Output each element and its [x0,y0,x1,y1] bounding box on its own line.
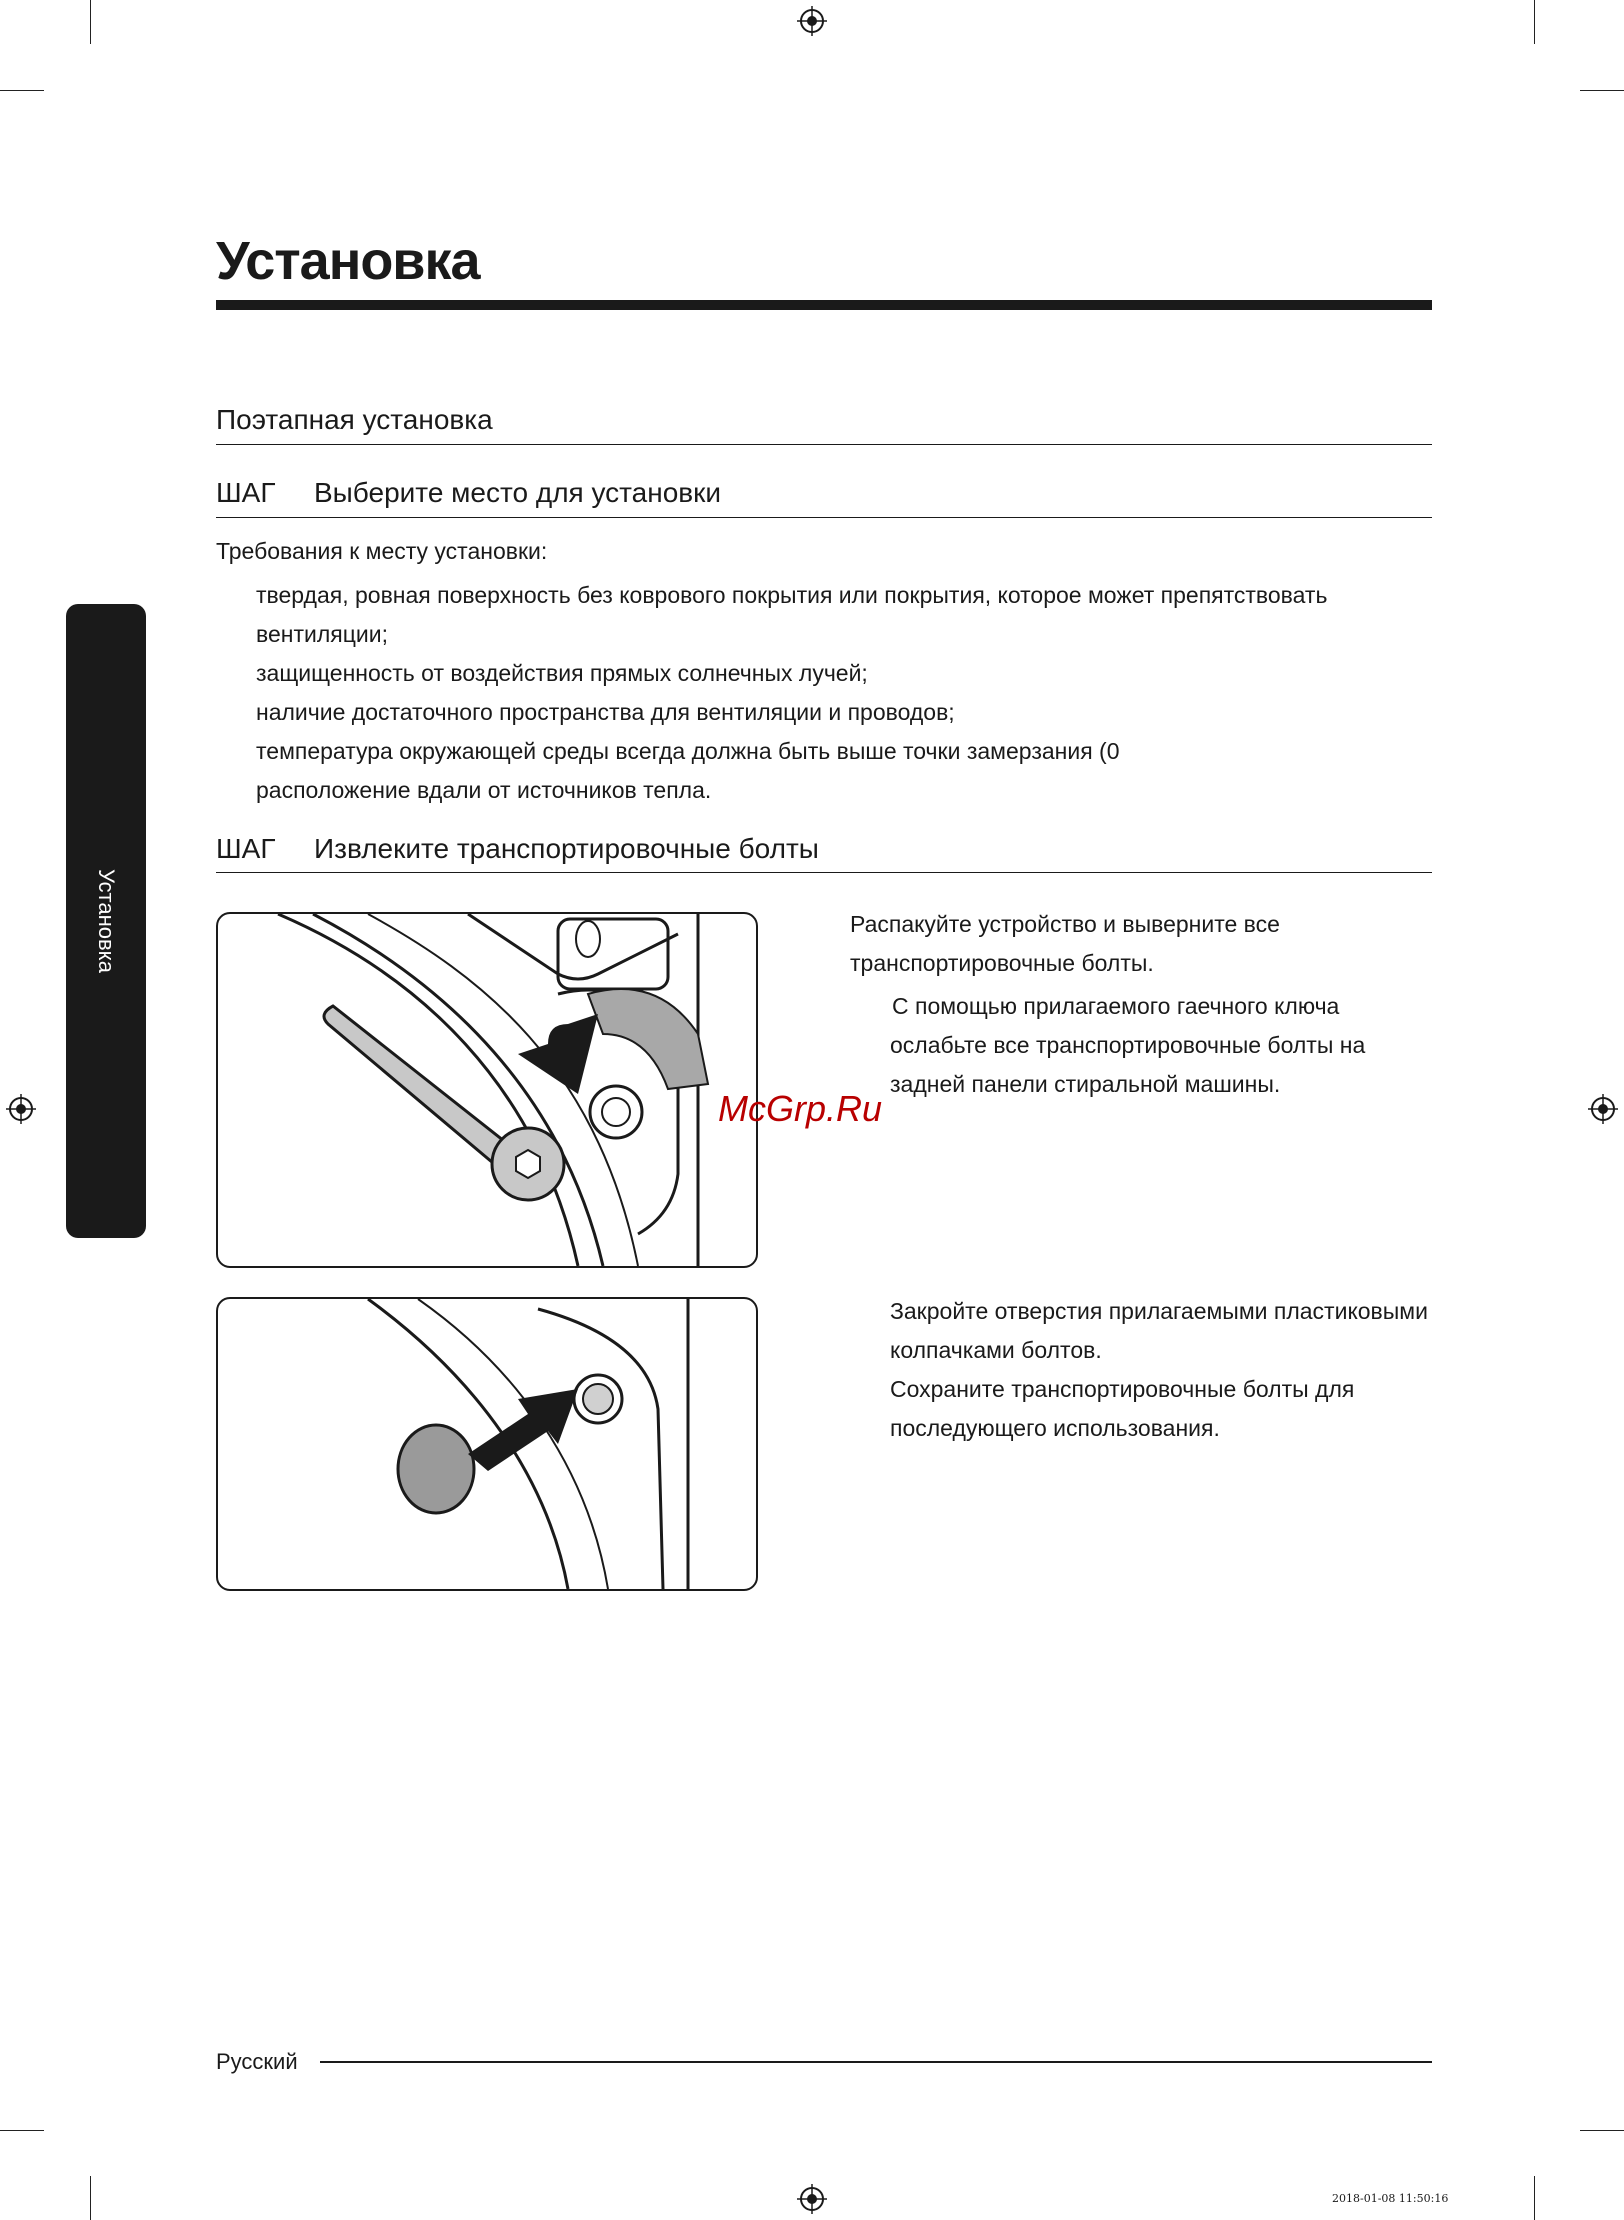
section-rule [216,444,1432,445]
crop-mark [1534,2176,1535,2220]
page-title: Установка [216,231,480,291]
step1-requirements-list [256,576,1432,810]
step2-block1 [850,905,1430,1104]
wrench-drawing [218,914,756,1266]
side-tab-label: Установка [94,869,119,973]
side-chapter-tab[interactable] [66,604,146,1238]
paragraph-line: Распакуйте устройство и выверните все [850,911,1280,937]
list-item: наличие достаточного пространства для вентиляции и проводов; [256,699,955,725]
step1-title: Выберите место для установки [314,477,722,508]
footer-language: Русский [216,2049,298,2074]
list-item: твердая, ровная поверхность без коврового покрытия или покрытия, которое может препятствовать [256,582,1328,608]
step2-block2 [890,1292,1435,1448]
list-item: расположение вдали от источников тепла. [256,777,712,803]
wrench-illustration [216,912,758,1268]
paragraph-line: ослабьте все транспортировочные болты на [890,1032,1366,1058]
list-item: защищенность от воздействия прямых солнечных лучей; [256,660,868,686]
crop-mark [90,2176,91,2220]
list-item: вентиляции; [256,621,388,647]
registration-mark-icon [6,1094,36,1124]
paragraph-line: последующего использования. [890,1415,1220,1441]
paragraph-line: Закройте отверстия прилагаемыми пластиковыми [890,1298,1428,1324]
paragraph-line: С помощью прилагаемого гаечного ключа [892,993,1340,1019]
title-rule [216,300,1432,310]
paragraph-line: транспортировочные болты. [850,950,1154,976]
print-stamp: 2018-01-08 11:50:16 [1332,2192,1449,2205]
step1-label: ШАГ [216,477,276,508]
paragraph-line: колпачками болтов. [890,1337,1102,1363]
registration-mark-icon [797,6,827,36]
crop-mark [0,90,44,91]
registration-mark-icon [1588,1094,1618,1124]
step2-title: Извлеките транспортировочные болты [314,833,819,864]
list-item: температура окружающей среды всегда должна быть выше точки замерзания (0 [256,738,1120,764]
step1-intro: Требования к месту установки: [216,538,548,564]
crop-mark [90,0,91,44]
paragraph-line: Сохраните транспортировочные болты для [890,1376,1355,1402]
paragraph-line: задней панели стиральной машины. [890,1071,1281,1097]
step2-rule [216,872,1432,873]
crop-mark [0,2130,44,2131]
crop-mark [1534,0,1535,44]
crop-mark [1580,2130,1624,2131]
step1-rule [216,517,1432,518]
registration-mark-icon [797,2184,827,2214]
bolt-cap-illustration [216,1297,758,1591]
watermark: McGrp.Ru [718,1088,883,1129]
footer-rule [320,2061,1432,2063]
section-title: Поэтапная установка [216,404,493,435]
crop-mark [1580,90,1624,91]
step2-label: ШАГ [216,833,276,864]
bolt-cap-drawing [218,1299,756,1589]
